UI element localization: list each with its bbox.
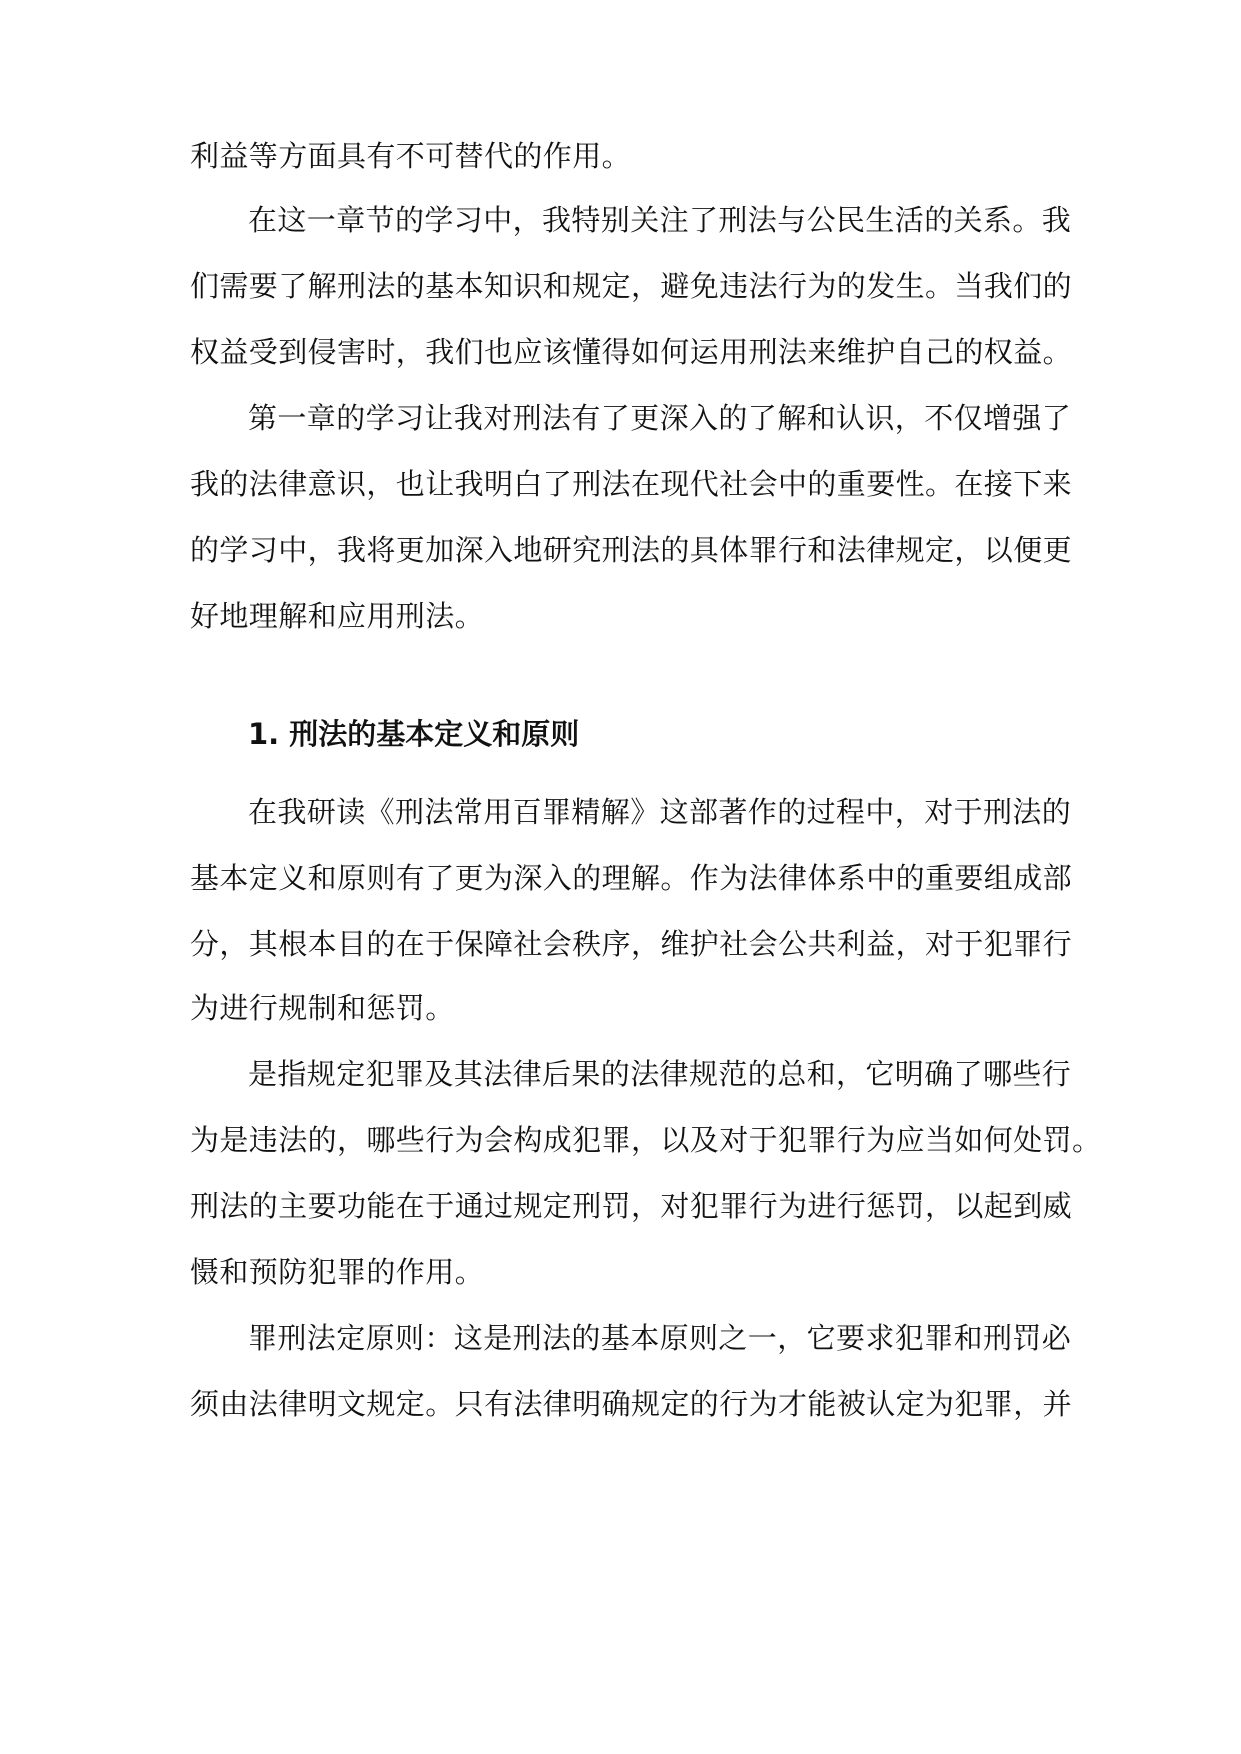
text-line: 刑法的主要功能在于通过规定刑罚，对犯罪行为进行惩罚，以起到威: [190, 1189, 1073, 1223]
text-line: 分，其根本目的在于保障社会秩序，维护社会公共利益，对于犯罪行: [190, 927, 1073, 961]
text-line: 的学习中，我将更加深入地研究刑法的具体罪行和法律规定，以便更: [190, 533, 1073, 567]
text-line: 在这一章节的学习中，我特别关注了刑法与公民生活的关系。我: [248, 203, 1072, 237]
text-line: 须由法律明文规定。只有法律明确规定的行为才能被认定为犯罪，并: [190, 1387, 1073, 1421]
text-line: 为进行规制和惩罚。: [190, 991, 455, 1025]
text-line: 为是违法的，哪些行为会构成犯罪，以及对于犯罪行为应当如何处罚。: [190, 1123, 1102, 1157]
text-line: 第一章的学习让我对刑法有了更深入的了解和认识，不仅增强了: [248, 401, 1072, 435]
text-line: 好地理解和应用刑法。: [190, 599, 485, 633]
text-line: 利益等方面具有不可替代的作用。: [190, 139, 632, 173]
text-line: 权益受到侵害时，我们也应该懂得如何运用刑法来维护自己的权益。: [190, 335, 1073, 369]
text-line: 在我研读《刑法常用百罪精解》这部著作的过程中，对于刑法的: [248, 795, 1072, 829]
section-heading: 1. 刑法的基本定义和原则: [248, 717, 580, 751]
text-line: 们需要了解刑法的基本知识和规定，避免违法行为的发生。当我们的: [190, 269, 1073, 303]
text-line: 基本定义和原则有了更为深入的理解。作为法律体系中的重要组成部: [190, 861, 1073, 895]
text-line: 是指规定犯罪及其法律后果的法律规范的总和，它明确了哪些行: [248, 1057, 1072, 1091]
text-line: 我的法律意识，也让我明白了刑法在现代社会中的重要性。在接下来: [190, 467, 1073, 501]
text-line: 罪刑法定原则：这是刑法的基本原则之一，它要求犯罪和刑罚必: [248, 1321, 1072, 1355]
text-line: 慑和预防犯罪的作用。: [190, 1255, 485, 1289]
